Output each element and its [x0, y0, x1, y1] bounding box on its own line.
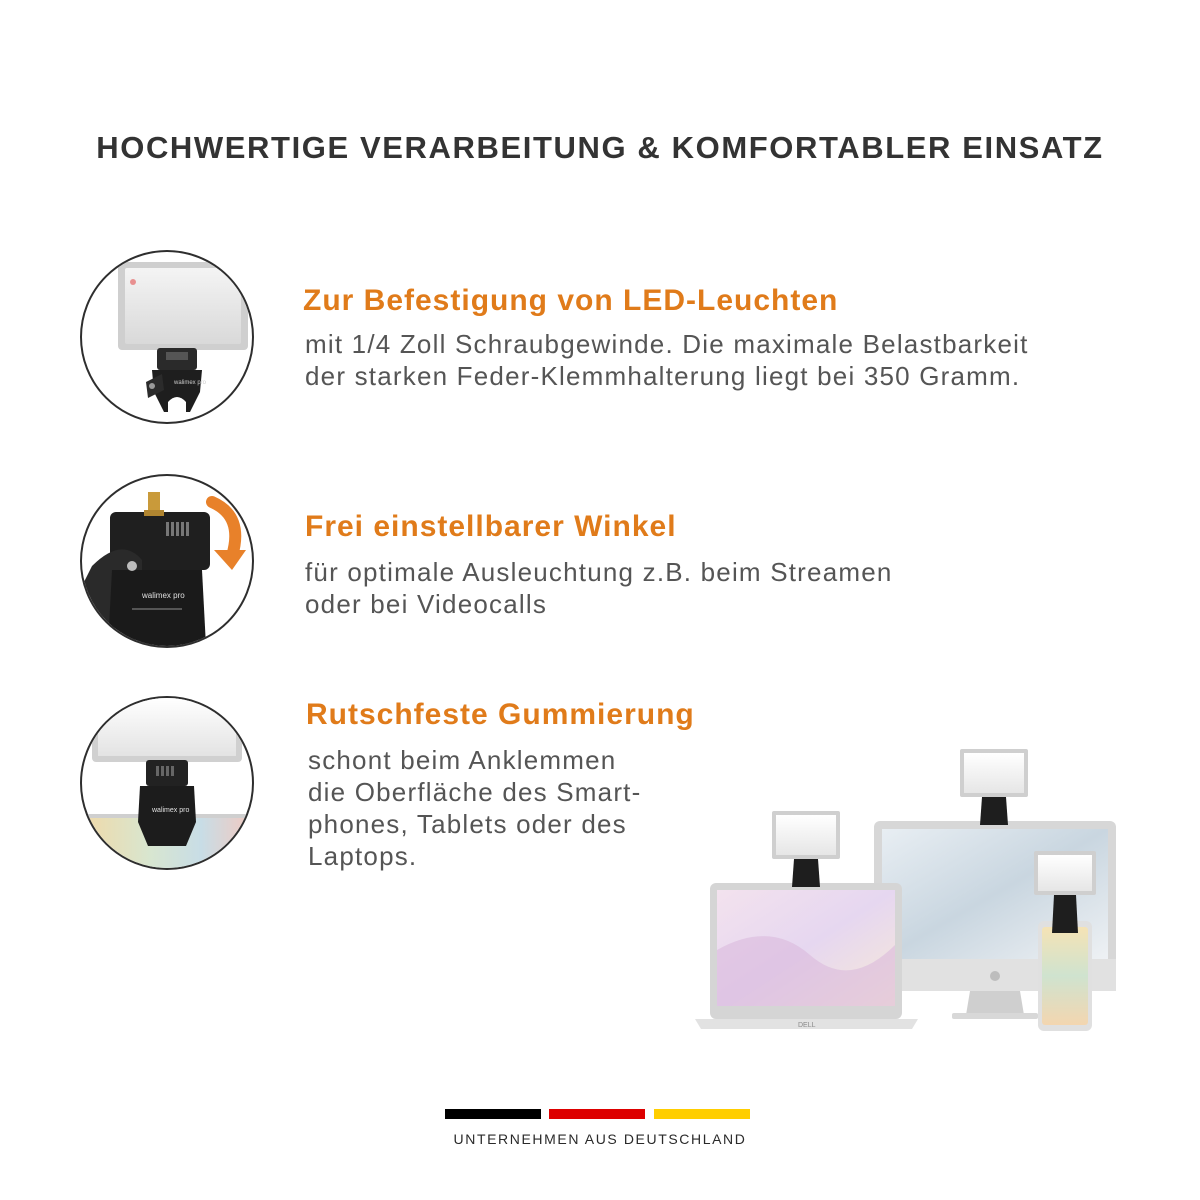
clamp-grip-image [80, 696, 254, 870]
description-line: oder bei Videocalls [305, 589, 548, 619]
clamp-brand-text: walimex pro [174, 380, 207, 386]
feature-description [305, 328, 1029, 392]
description-line: für optimale Ausleuchtung z.B. beim Streamen [305, 557, 893, 587]
feature-description [308, 744, 641, 872]
feature-heading: Frei einstellbarer Winkel [305, 510, 677, 543]
description-line: mit 1/4 Zoll Schraubgewinde. Die maximale Belastbarkeit [305, 329, 1029, 359]
flag-bar-gold [654, 1109, 750, 1119]
description-line: der starken Feder-Klemmhalterung liegt bei 350 Gramm. [305, 361, 1021, 391]
description-line: die Oberfläche des Smart- [308, 777, 642, 807]
description-line: Laptops. [308, 841, 418, 871]
footer-text: UNTERNEHMEN AUS DEUTSCHLAND [453, 1131, 747, 1147]
description-line: schont beim Anklemmen [308, 745, 617, 775]
flag-bar-black [445, 1109, 541, 1119]
clamp-tilt-image [80, 474, 254, 648]
clamp-brand-text: walimex pro [152, 807, 190, 814]
clamp-brand-text: walimex pro [142, 591, 185, 600]
led-light-clamp-image [80, 250, 254, 424]
feature-description [305, 556, 893, 620]
laptop-brand-text: DELL [798, 1022, 816, 1029]
feature-heading: Zur Befestigung von LED-Leuchten [303, 284, 839, 317]
feature-heading: Rutschfeste Gummierung [306, 698, 695, 731]
description-line: phones, Tablets oder des [308, 809, 627, 839]
flag-bar-red [549, 1109, 645, 1119]
page-title: HOCHWERTIGE VERARBEITUNG & KOMFORTABLER EINSATZ [96, 130, 1104, 165]
devices-with-lights-image [690, 745, 1120, 1035]
